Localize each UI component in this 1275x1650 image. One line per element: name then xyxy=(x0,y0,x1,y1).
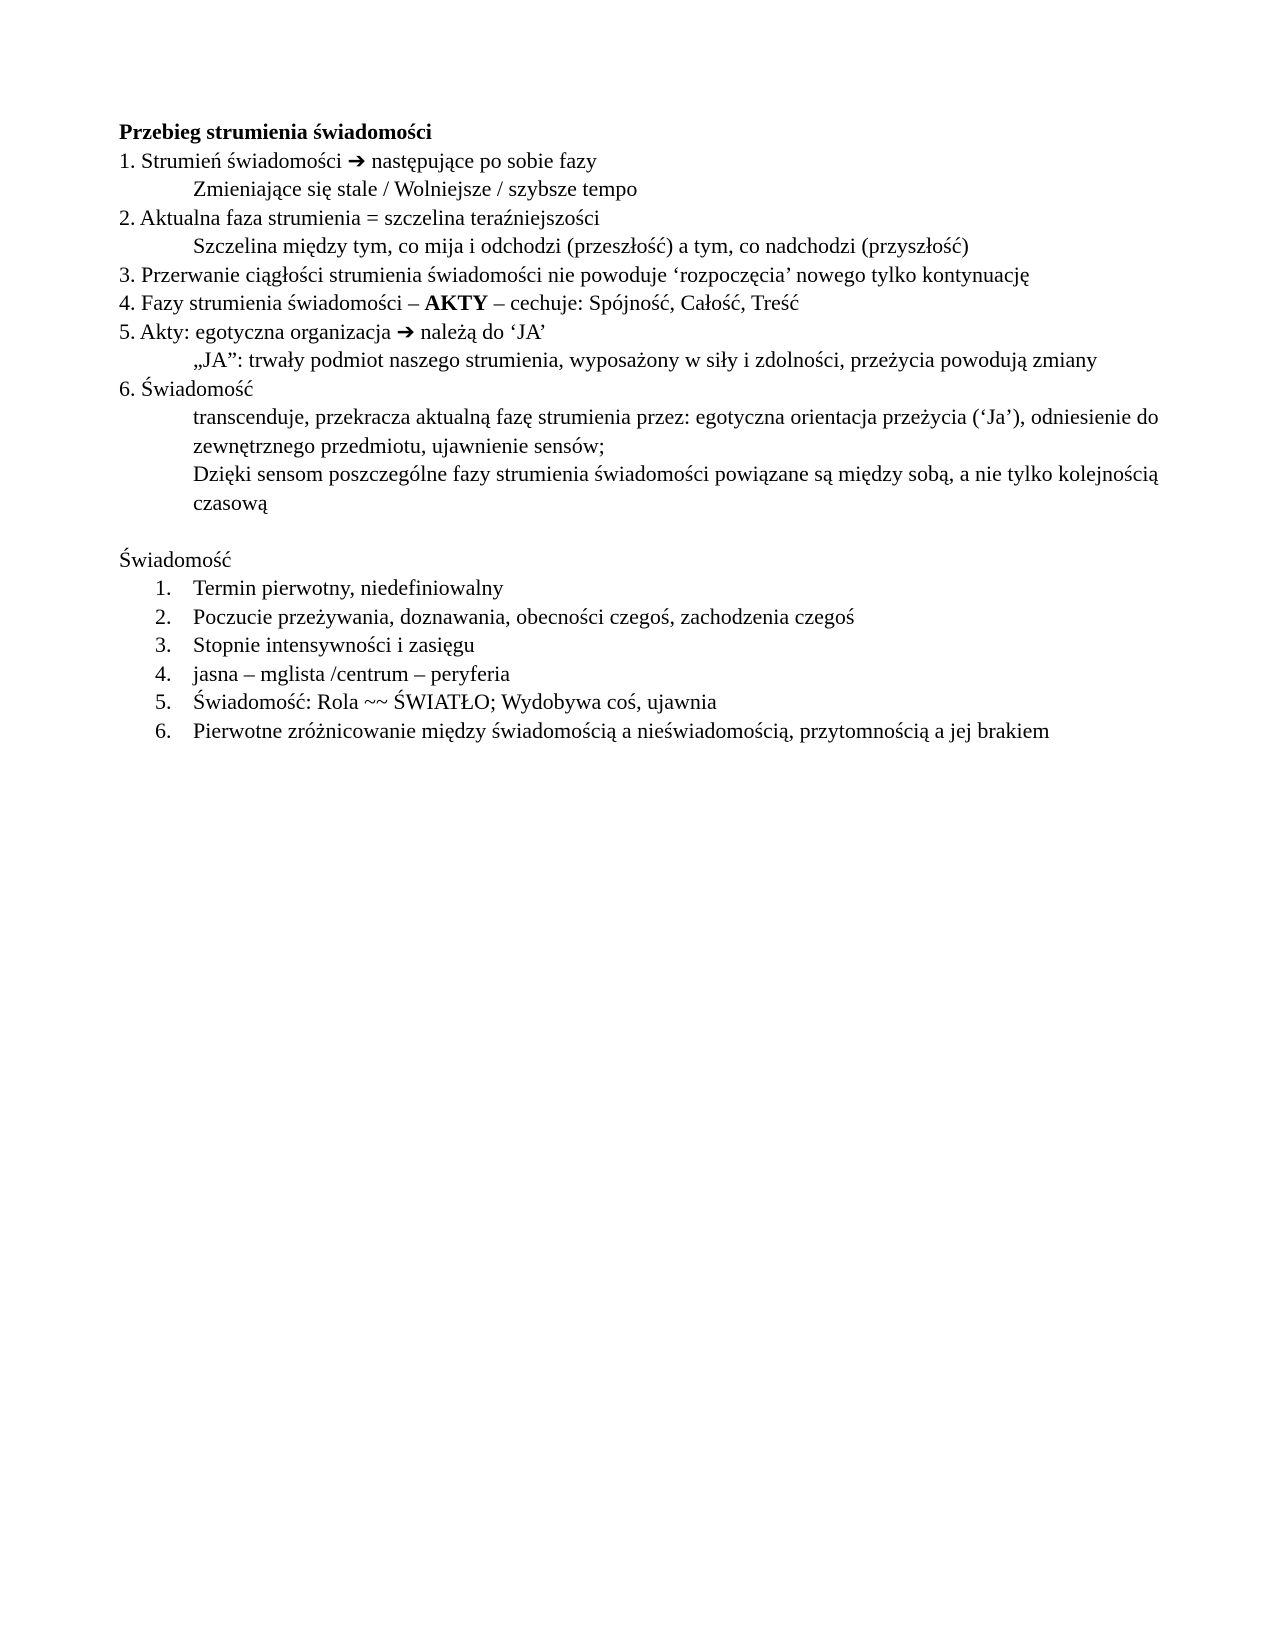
document-title: Przebieg strumienia świadomości xyxy=(119,119,432,144)
list-item xyxy=(119,717,1159,746)
list-item-number: 6. xyxy=(155,717,172,743)
item-4-suffix: – cechuje: Spójność, Całość, Treść xyxy=(488,290,800,315)
list-item-number: 5. xyxy=(155,689,172,714)
section2-list xyxy=(119,574,1159,745)
section1-item-2: 2. Aktualna faza strumienia = szczelina teraźniejszości xyxy=(119,204,600,230)
list-item xyxy=(119,660,1159,689)
section1-item-1-sub: Zmieniające się stale / Wolniejsze / szybsze tempo xyxy=(193,176,638,201)
section2-heading: Świadomość xyxy=(119,546,232,572)
list-item-number: 1. xyxy=(155,575,172,600)
list-item-text: Stopnie intensywności i zasięgu xyxy=(193,632,475,657)
list-item xyxy=(119,603,1159,632)
section1-item-2-sub: Szczelina między tym, co mija i odchodzi (przeszłość) a tym, co nadchodzi (przyszłość) xyxy=(193,233,969,258)
document-content xyxy=(119,118,1159,745)
item-4-prefix: 4. Fazy strumienia świadomości – xyxy=(119,290,425,315)
list-item-text: jasna – mglista /centrum – peryferia xyxy=(193,660,511,686)
section1-item-6-sub2: Dzięki sensom poszczególne fazy strumienia świadomości powiązane są między sobą, a nie tylko kolejnością czasową xyxy=(193,461,1159,515)
section1-item-6: 6. Świadomość xyxy=(119,375,254,401)
list-item-number: 4. xyxy=(155,660,172,686)
list-item-text: Poczucie przeżywania, doznawania, obecności czegoś, zachodzenia czegoś xyxy=(193,603,855,629)
arrow-icon: ➔ xyxy=(396,318,415,344)
item-1-prefix: 1. Strumień świadomości xyxy=(119,147,348,173)
section1-item-4 xyxy=(119,289,1159,318)
spacer xyxy=(119,517,1159,546)
section1-item-5-sub: „JA”: trwały podmiot naszego strumienia, wyposażony w siły i zdolności, przeżycia powodują zmiany xyxy=(193,347,1098,372)
list-item xyxy=(119,631,1159,660)
list-item-text: Świadomość: Rola ~~ ŚWIATŁO; Wydobywa coś, ujawnia xyxy=(193,689,717,714)
list-item xyxy=(119,574,1159,603)
list-item-number: 2. xyxy=(155,603,172,629)
section1-item-1 xyxy=(119,147,1159,176)
list-item-text: Pierwotne zróżnicowanie między świadomością a nieświadomością, przytomnością a jej brakiem xyxy=(193,717,1050,743)
section1-item-5 xyxy=(119,318,1159,347)
list-item-text: Termin pierwotny, niedefiniowalny xyxy=(193,575,504,600)
arrow-icon: ➔ xyxy=(347,147,366,173)
item-5-suffix: należą do ‘JA’ xyxy=(414,318,547,344)
item-4-bold: AKTY xyxy=(424,290,489,315)
list-item-number: 3. xyxy=(155,632,172,657)
section1-item-6-sub1: transcenduje, przekracza aktualną fazę strumienia przez: egotyczna orientacja przeżycia (‘Ja’), odniesienie do zewnętrznego przedmiotu, ujawnienie sensów; xyxy=(193,404,1159,458)
item-5-prefix: 5. Akty: egotyczna organizacja xyxy=(119,318,397,344)
section1-item-3: 3. Przerwanie ciągłości strumienia świadomości nie powoduje ‘rozpoczęcia’ nowego tylko kontynuację xyxy=(119,261,1030,287)
list-item xyxy=(119,688,1159,717)
item-1-suffix: następujące po sobie fazy xyxy=(365,147,597,173)
